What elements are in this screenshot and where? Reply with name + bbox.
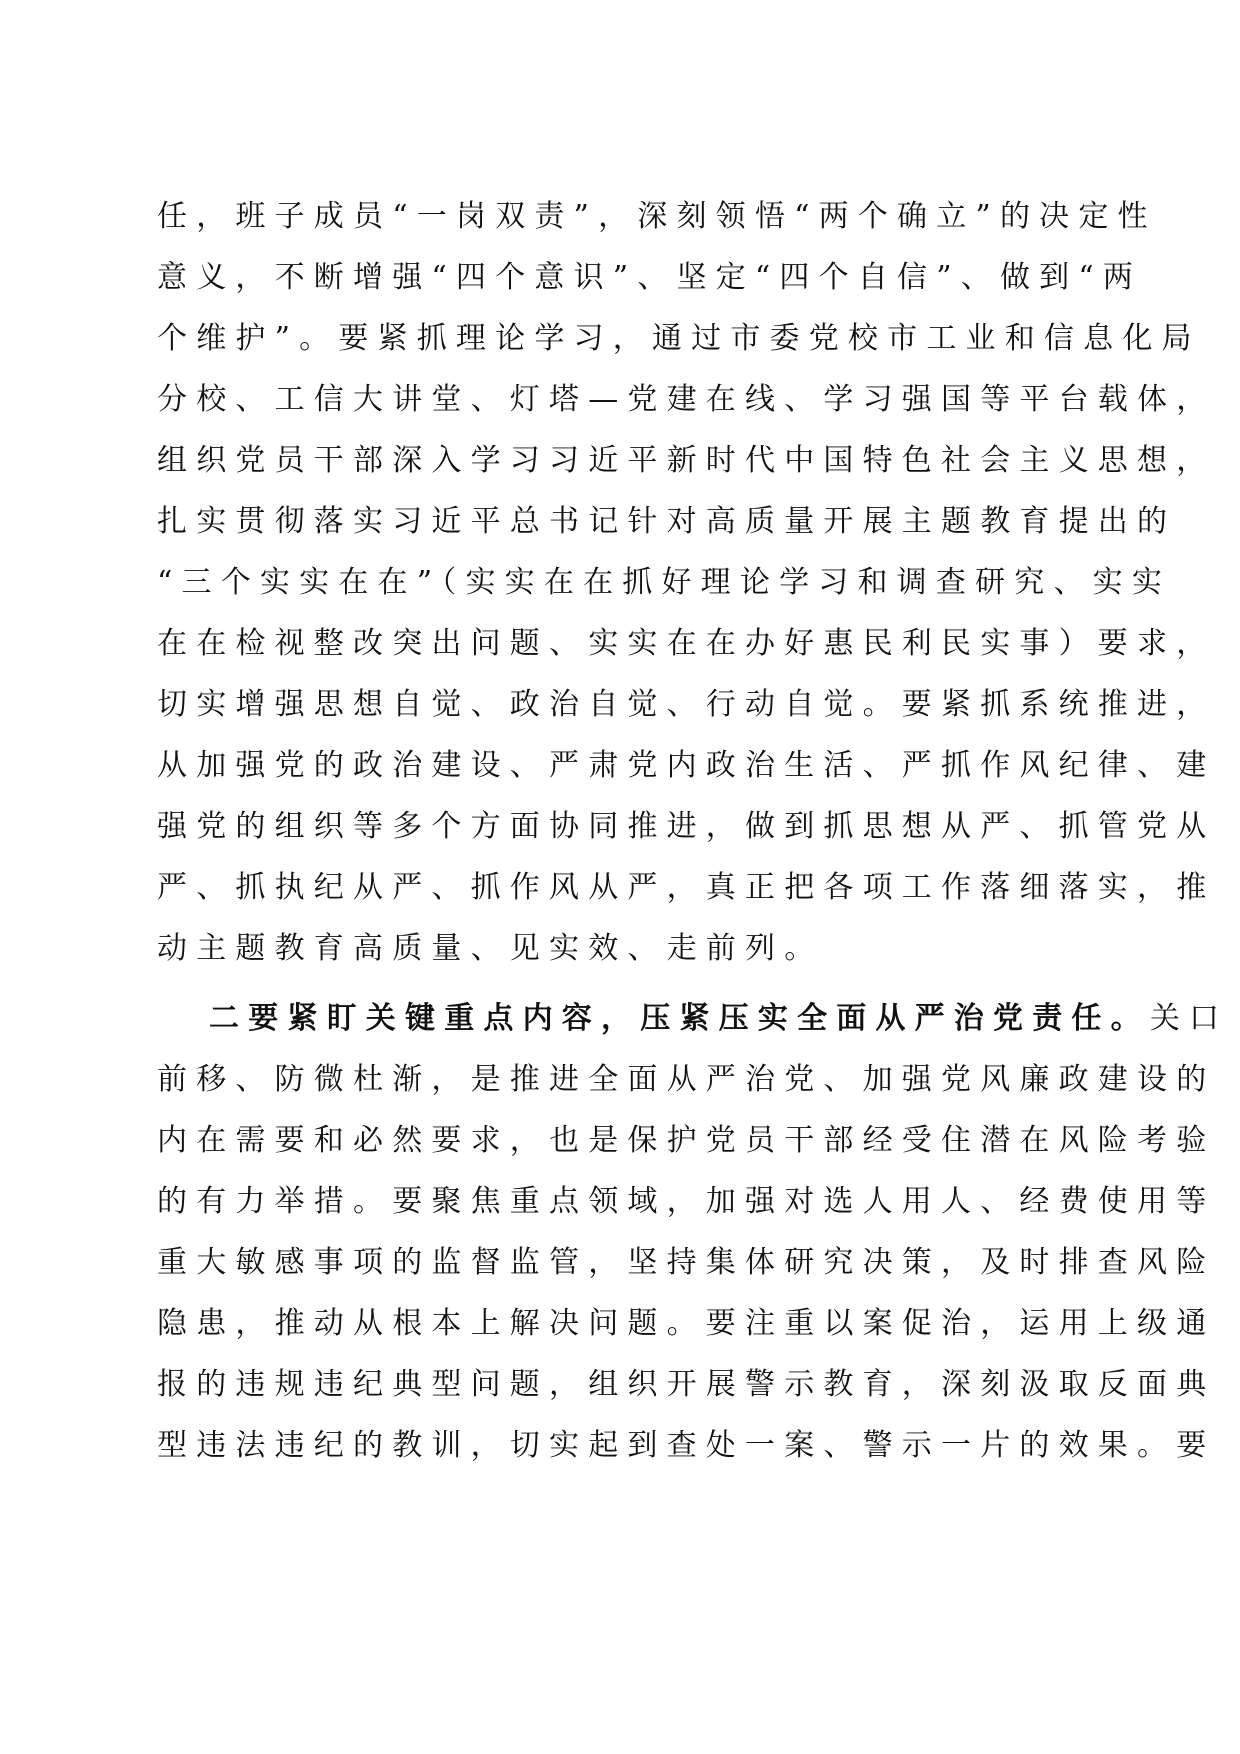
paragraph-line: 报的违规违纪典型问题，组织开展警示教育，深刻汲取反面典 (157, 1367, 1216, 1402)
paragraph-line: 任，班子成员“一岗双责”，深刻领悟“两个确立”的决定性 (157, 199, 1157, 234)
paragraph-line: 内在需要和必然要求，也是保护党员干部经受住潜在风险考验 (157, 1123, 1216, 1158)
paragraph-line: 重大敏感事项的监督监管，坚持集体研究决策，及时排查风险 (157, 1245, 1216, 1280)
body-text (157, 186, 1229, 1476)
paragraph-line: 型违法违纪的教训，切实起到查处一案、警示一片的效果。要 (157, 1428, 1216, 1463)
paragraph-line: 在在检视整改突出问题、实实在在办好惠民利民实事）要求， (157, 626, 1216, 661)
paragraph-line: 扎实贯彻落实习近平总书记针对高质量开展主题教育提出的 (157, 504, 1177, 539)
section-heading: 二要紧盯关键重点内容，压紧压实全面从严治党责任。 (209, 1001, 1150, 1036)
paragraph-1 (157, 186, 1216, 979)
paragraph-2 (157, 988, 1229, 1476)
paragraph-line: 前移、防微杜渐，是推进全面从严治党、加强党风廉政建设的 (157, 1062, 1216, 1097)
paragraph-line: 动主题教育高质量、见实效、走前列。 (157, 931, 824, 966)
paragraph-line: 个维护”。要紧抓理论学习，通过市委党校市工业和信息化局 (157, 321, 1201, 356)
paragraph-line: 从加强党的政治建设、严肃党内政治生活、严抓作风纪律、建 (157, 748, 1216, 783)
paragraph-line: 严、抓执纪从严、抓作风从严，真正把各项工作落细落实，推 (157, 870, 1216, 905)
paragraph-line: 分校、工信大讲堂、灯塔—党建在线、学习强国等平台载体， (157, 382, 1216, 417)
paragraph-line: 隐患，推动从根本上解决问题。要注重以案促治，运用上级通 (157, 1306, 1216, 1341)
heading-line-continuation: 关口 (1149, 1001, 1229, 1036)
paragraph-line: 的有力举措。要聚焦重点领域，加强对选人用人、经费使用等 (157, 1184, 1216, 1219)
paragraph-line: 组织党员干部深入学习习近平新时代中国特色社会主义思想， (157, 443, 1216, 478)
paragraph-line: “三个实实在在”（实实在在抓好理论学习和调查研究、实实 (157, 565, 1172, 600)
paragraph-line: 切实增强思想自觉、政治自觉、行动自觉。要紧抓系统推进， (157, 687, 1216, 722)
paragraph-line: 强党的组织等多个方面协同推进，做到抓思想从严、抓管党从 (157, 809, 1216, 844)
paragraph-first-line (157, 988, 1229, 1049)
paragraph-line: 意义，不断增强“四个意识”、坚定“四个自信”、做到“两 (157, 260, 1143, 295)
